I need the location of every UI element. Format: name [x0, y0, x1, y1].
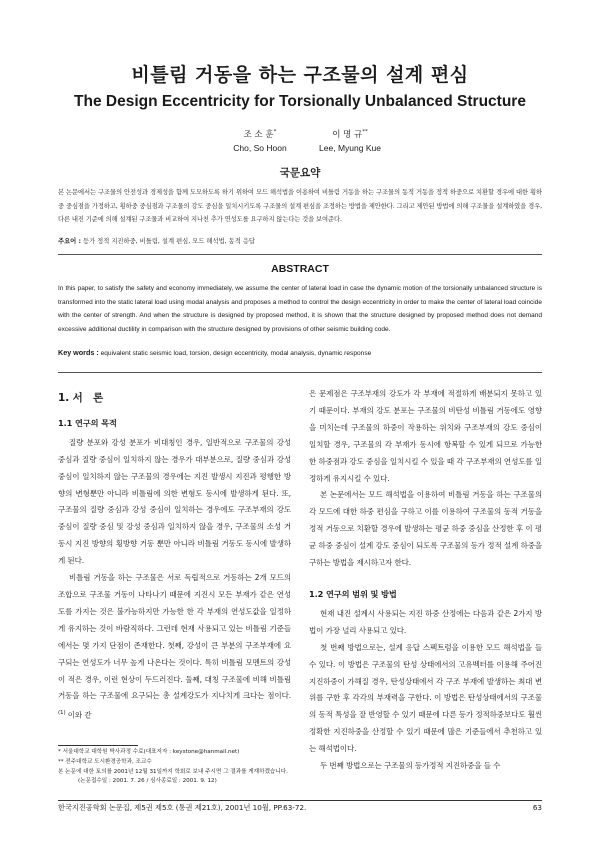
divider-rule	[58, 372, 542, 373]
keywords-ko	[58, 237, 542, 247]
citation-ref: (1)	[58, 710, 66, 717]
abstract-en-text: In this paper, to satisfy the safety and economy immediately, we assume the center of lateral load in case the dynamic motion of the torsionally unbalanced structure is transformed into the static lateral load using modal analysis and proposes a method to control the design eccentricity in order to make the center of lateral load coincide with the center of strength. And when the structure is designed by proposed method, it is shown that the structure designed by proposed method does not demand excessive additional ductility in comparison with the structure designed by provisions of other seismic building code.	[58, 285, 542, 334]
page-number: 63	[532, 803, 542, 812]
keywords-ko-text: 등가 정적 지진하중, 비틀림, 설계 편심, 모드 해석법, 동적 응답	[82, 238, 255, 245]
divider-rule	[58, 254, 542, 255]
title-english: The Design Eccentricity for Torsionally Unbalanced Structure	[74, 93, 526, 110]
journal-citation: 한국지진공학회 논문집, 제5권 제5호 (통권 제21호), 2001년 10월, PP.63-72.	[58, 803, 307, 812]
body-paragraph: 질량 분포와 강성 분포가 비대칭인 경우, 일반적으로 구조물의 강성 중심과 질량 중심이 일치하지 않는 경우가 대부분으로, 질량 중심과 강성 중심이 일치하지 않는 구조물의 경우에는 지진 발생시 지진과 평행한 방향의 변형뿐만 아니라 비틀림에 의한 변형도 동시에 발생하게 된다. 또, 구조물의 질량 중심과 강성 중심이 일치하는 경우에도 구조부재의 강도 중심이 질량 중심 및 강성 중심과 일치하지 않을 경우, 구조물의 소성 거동시 지진 방향의 횡방향 거동 뿐만 아니라 비틀림 거동도 동시에 발생하게 된다.	[58, 437, 291, 566]
footnote: ** 전주대학교 도시환경공학과, 조교수	[58, 758, 152, 765]
author-2-mark: **	[362, 129, 368, 135]
footnote-rule	[58, 745, 138, 746]
keywords-ko-label: 주요어 :	[58, 238, 81, 245]
title-korean: 비틀림 거동을 하는 구조물의 설계 편심	[131, 64, 469, 86]
body-paragraph: 은 문제점은 구조부재의 강도가 각 부재에 적절하게 배분되지 못하고 있기 때문이다. 부재의 강도 분포는 구조물의 비탄성 비틀림 거동에도 영향을 미치는데 구조물의 하중이 작용하는 위치와 구조부재의 강도 중심이 일치할 경우, 구조물의 각 부재가 동시에 항복할 수 있게 되므로 가능한 한 하중점과 강도 중심을 일치시킬 수 있을 때 각 구조부재의 연성도를 일정하게 유지시킬 수 있다.	[309, 389, 542, 483]
subsection-heading: 1.2 연구의 범위 및 방법	[309, 588, 397, 599]
author-1-mark: *	[273, 129, 277, 135]
author-1-name-en: Cho, So Hoon	[233, 142, 287, 153]
author-1-name-ko: 조 소 훈	[243, 129, 274, 140]
footnote: * 서울대학교 대학원 박사과정 수료(대표저자 : keystone@hanmail.net)	[58, 749, 240, 755]
abstract-ko-text: 본 논문에서는 구조물의 안전성과 경제성을 함께 도모하도록 하기 위하여 모드 해석법을 이용하여 비틀림 거동을 하는 구조물의 동적 거동을 정적 하중으로 치환할 경우에 대한 횡하중 중심점을 가정하고, 횡하중 중심점과 구조물의 강도 중심을 일치시키도록 구조물의 설계 편심을 조정하는 방법을 제안한다. 그리고 제안된 방법에 의해 구조물을 설계하였을 경우, 다른 내진 기준에 의해 설계된 구조물과 비교하여 지나친 추가 연성도를 요구하지 않는다는 것을 보여준다.	[58, 189, 542, 224]
body-paragraph	[58, 570, 291, 725]
body-left-column	[58, 390, 291, 725]
subsection-heading: 1.1 연구의 목적	[58, 417, 117, 428]
keywords-en	[58, 348, 542, 357]
body-text: 비틀림 거동을 하는 구조물은 서로 독립적으로 거동하는 2개 모드의 조합으로 구조물 거동이 나타나기 때문에 지진시 모든 부재가 같은 연성도를 가지는 것은 불가능하지만 가능한 한 각 부재의 연성도값을 일정하게 유지하는 것이 바람직하다. 그런데 현재 사용되고 있는 비틀림 기준들에서는 몇 가지 단점이 존재한다. 첫째, 강성이 큰 부분의 구조부재에 요구되는 연성도가 너무 높게 나온다는 것이다. 특히 비틀림 모멘트의 강성이 적은 경우, 이런 현상이 두드러진다. 둘째, 대칭 구조물에 비해 비틀림 거동을 하는 구조물에 요구되는 총 설계강도가 지나치게 크다는 점이다.	[58, 573, 291, 701]
footnote: (논문접수일 : 2001. 7. 26 / 심사종료일 : 2001. 9. 12)	[78, 778, 217, 785]
body-right-column	[309, 386, 542, 775]
body-text: 이와 같	[65, 710, 92, 720]
author-2	[280, 126, 420, 155]
keywords-en-label: Key words :	[58, 348, 99, 357]
footer-rule	[58, 800, 542, 801]
body-paragraph: 본 논문에서는 모드 해석법을 이용하여 비틀림 거동을 하는 구조물의 각 모드에 대한 하중 편심을 구하고 이를 이용하여 구조물의 동적 거동을 정적 거동으로 치환할 경우에 발생하는 평균 하중 중심을 산정한 후 이 평균 하중 중심이 설계 강도 중심이 되도록 구조물의 등가 정적 설계 하중을 구하는 방법을 제시하고자 한다.	[309, 490, 542, 568]
abstract-en-heading: ABSTRACT	[271, 263, 329, 275]
body-paragraph: 현재 내진 설계시 사용되는 지진 하중 산정에는 다음과 같은 2가지 방법이 가장 널리 사용되고 있다.	[309, 608, 542, 635]
author-2-name-en: Lee, Myung Kue	[319, 142, 381, 153]
page-footer	[58, 803, 542, 813]
footnote: 본 논문에 대한 토의를 2001년 12월 31일까지 학회로 보내 주시면 그 결과를 게재하겠습니다.	[58, 768, 288, 775]
keywords-en-text: equivalent static seismic load, torsion, design eccentricity, modal analysis, dynamic response	[100, 350, 372, 357]
abstract-ko-heading: 국문요약	[279, 167, 321, 179]
author-2-name-ko: 이 명 규	[332, 129, 363, 140]
footnotes	[58, 748, 298, 787]
body-paragraph: 두 번째 방법으로는 구조물의 등가정적 지진하중을 들 수	[320, 761, 501, 771]
body-paragraph: 첫 번째 방법으로는, 설계 응답 스펙트럼을 이용한 모드 해석법을 들 수 있다. 이 방법은 구조물의 탄성 상태에서의 고유벡터를 이용해 주어진 지진하중이 가해질 경우, 탄성상태에서 각 구조 부재에 발생하는 최대 변위를 구한 후 각각의 부재력을 구한다. 이 방법은 탄성상태에서의 구조물의 동적 특성을 잘 반영할 수 있기 때문에 다른 등가 정적하중보다도 훨씬 정확한 지진하중을 산정할 수 있기 때문에 많은 기준들에서 추천하고 있는 해석법이다.	[309, 642, 542, 754]
section-heading: 1. 서 론	[58, 392, 104, 404]
